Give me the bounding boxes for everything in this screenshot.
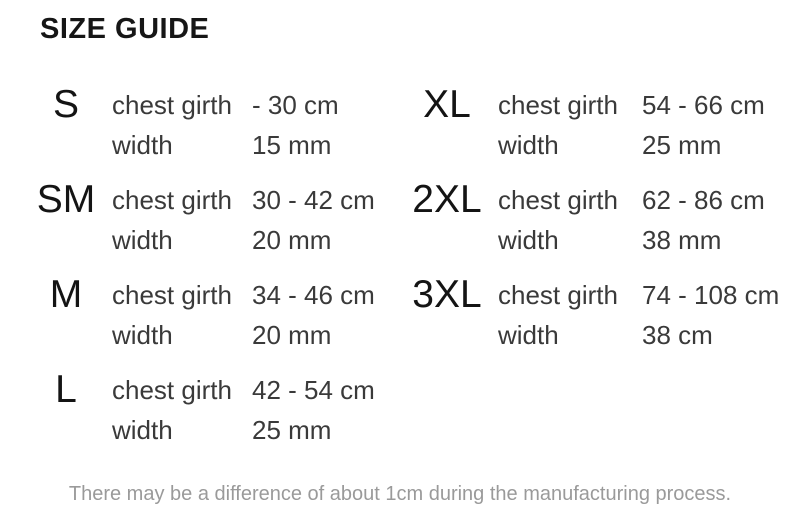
width-value: 20 mm	[252, 225, 332, 255]
width-value: 25 mm	[252, 415, 332, 445]
chest-girth-label: chest girth	[112, 90, 232, 120]
size-label: L	[55, 368, 77, 411]
width-value: 25 mm	[642, 130, 722, 160]
chest-girth-value: 30 - 42 cm	[252, 185, 375, 215]
size-column-left	[20, 85, 392, 465]
size-row-xl	[396, 85, 800, 165]
size-row-m	[20, 275, 392, 355]
chest-girth-label: chest girth	[112, 280, 232, 310]
chest-girth-label: chest girth	[112, 185, 232, 215]
width-label: width	[498, 130, 559, 160]
chest-girth-label: chest girth	[498, 185, 618, 215]
size-column-right	[396, 85, 800, 370]
width-label: width	[498, 320, 559, 350]
size-row-sm	[20, 180, 392, 260]
width-value: 38 mm	[642, 225, 722, 255]
size-row-l	[20, 370, 392, 450]
width-label: width	[112, 320, 173, 350]
size-label: SM	[36, 178, 96, 221]
size-label: 2XL	[412, 178, 482, 221]
chest-girth-value: 74 - 108 cm	[642, 280, 780, 310]
width-label: width	[112, 225, 173, 255]
width-label: width	[498, 225, 559, 255]
chest-girth-value: 34 - 46 cm	[252, 280, 375, 310]
size-row-2xl	[396, 180, 800, 260]
width-value: 38 cm	[642, 320, 713, 350]
size-label: 3XL	[412, 273, 482, 316]
width-value: 15 mm	[252, 130, 332, 160]
manufacturing-disclaimer: There may be a difference of about 1cm during the manufacturing process.	[68, 483, 732, 505]
chest-girth-value: - 30 cm	[252, 90, 339, 120]
chest-girth-label: chest girth	[498, 90, 618, 120]
page-title: SIZE GUIDE	[40, 13, 210, 45]
width-value: 20 mm	[252, 320, 332, 350]
width-label: width	[112, 415, 173, 445]
size-label: S	[52, 83, 79, 126]
size-label: XL	[423, 83, 471, 126]
chest-girth-label: chest girth	[498, 280, 618, 310]
size-row-3xl	[396, 275, 800, 355]
chest-girth-label: chest girth	[112, 375, 232, 405]
chest-girth-value: 62 - 86 cm	[642, 185, 765, 215]
chest-girth-value: 54 - 66 cm	[642, 90, 765, 120]
width-label: width	[112, 130, 173, 160]
chest-girth-value: 42 - 54 cm	[252, 375, 375, 405]
size-label: M	[49, 273, 83, 316]
size-row-s	[20, 85, 392, 165]
